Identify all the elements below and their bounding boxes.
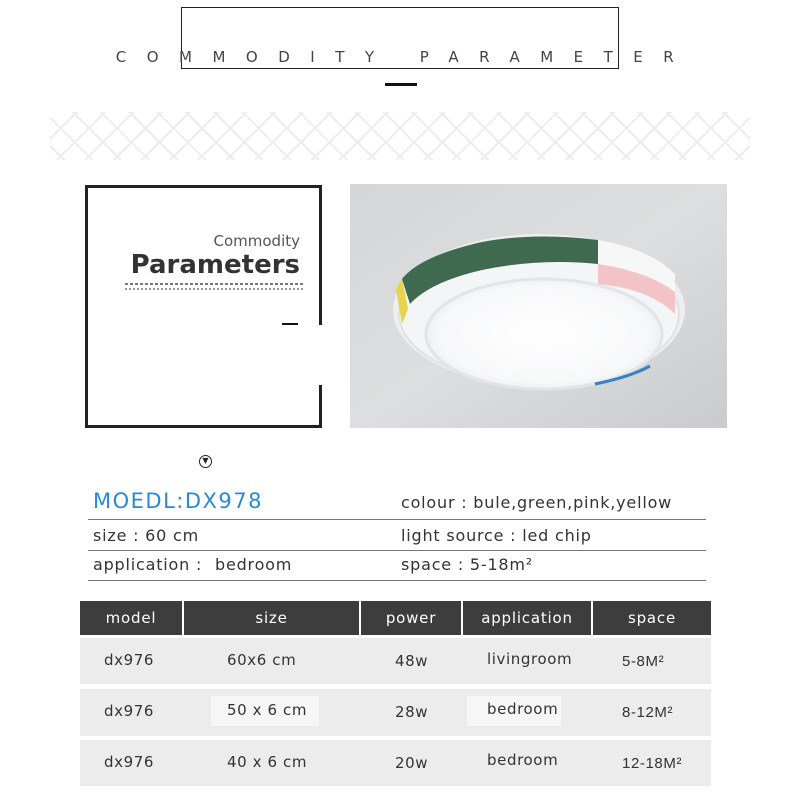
table-header-space: space [593, 601, 711, 635]
table-cell-space: 8-12M² [622, 704, 674, 721]
table-cell-application: bedroom [487, 700, 559, 718]
table-cell-size: 40 x 6 cm [227, 753, 308, 771]
table-cell-power: 48w [395, 652, 429, 670]
table-cell-space: 12-18M² [622, 755, 683, 772]
circle-chevron-down-icon: ▼ [199, 455, 212, 468]
model-title: MOEDL:DX978 [93, 489, 264, 513]
table-cell-power: 28w [395, 703, 429, 721]
card-fine-text-2 [125, 288, 305, 290]
table-header-model: model [80, 601, 182, 635]
spec-light-source: light source : led chip [401, 526, 592, 545]
table-header-power: power [361, 601, 461, 635]
table-header-application: application [463, 601, 591, 635]
spec-divider-2 [88, 550, 706, 551]
card-dash [282, 323, 298, 325]
spec-size: size : 60 cm [93, 526, 200, 545]
table-cell-space: 5-8M² [622, 653, 665, 670]
spec-application-value: bedroom [215, 555, 293, 574]
card-title: Parameters [130, 250, 300, 280]
header-underline [385, 83, 417, 86]
table-cell-application: bedroom [487, 751, 559, 769]
table-cell-power: 20w [395, 754, 429, 772]
spec-space: space : 5-18m² [401, 555, 534, 574]
product-photo [350, 184, 727, 428]
header-title: COMMODITY PARAMETER [115, 48, 695, 66]
table-cell-model: dx976 [104, 702, 155, 720]
table-header-size: size [184, 601, 359, 635]
parameters-card [85, 185, 322, 428]
card-subtitle: Commodity [213, 232, 300, 250]
table-cell-size: 50 x 6 cm [227, 701, 308, 719]
spec-application-label: application : [93, 555, 203, 574]
card-right-border-top [319, 185, 322, 325]
pattern-band [50, 112, 750, 160]
spec-divider-1 [88, 519, 706, 520]
table-cell-application: livingroom [487, 650, 573, 668]
table-cell-model: dx976 [104, 651, 155, 669]
spec-divider-3 [88, 580, 706, 581]
table-cell-model: dx976 [104, 753, 155, 771]
card-fine-text [125, 283, 305, 285]
card-right-border-bottom [319, 385, 322, 428]
table-cell-size: 60x6 cm [227, 651, 297, 669]
spec-colour: colour : bule,green,pink,yellow [401, 493, 673, 512]
